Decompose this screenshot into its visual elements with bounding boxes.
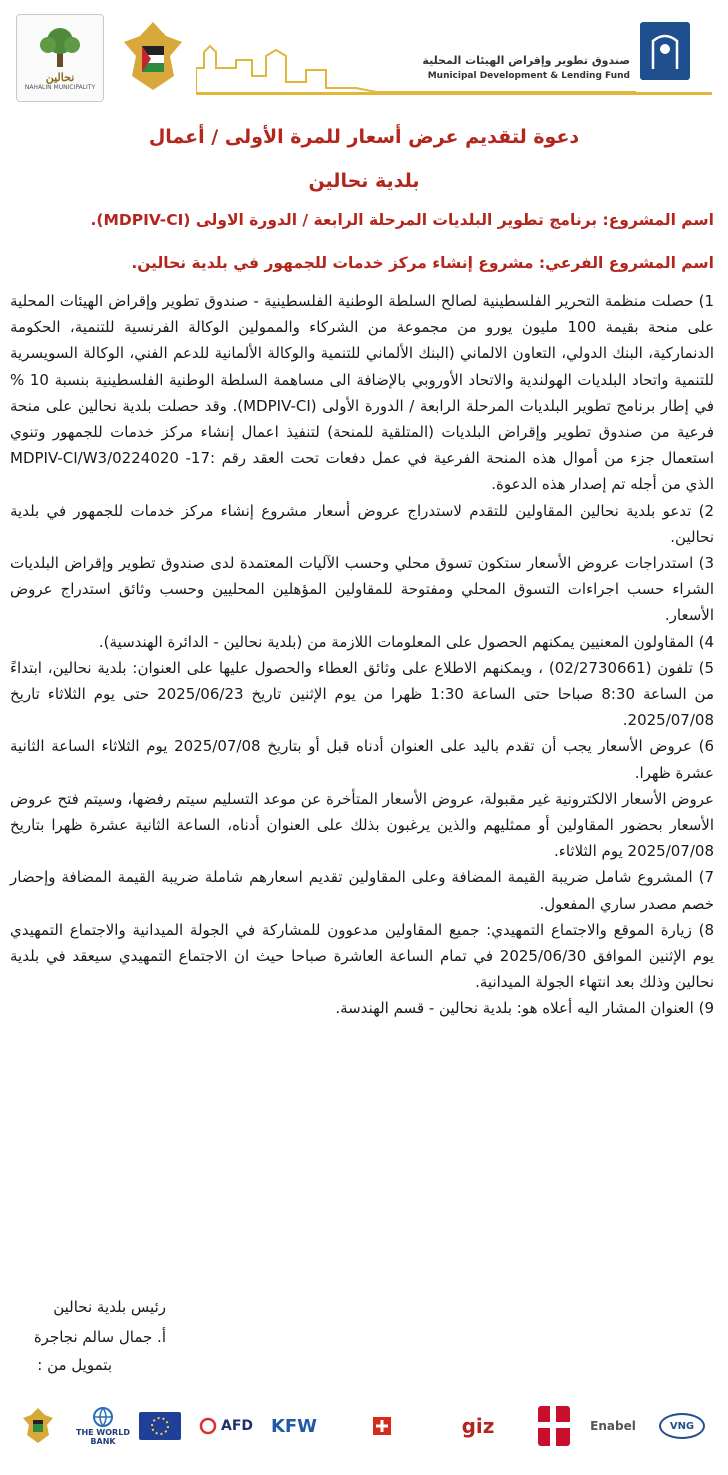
item-2: 2) تدعو بلدية نحالين المقاولين للتقدم لاستدراج عروض أسعار مشروع إنشاء مركز خدمات للجمهور في بلدية نحالين. [10,501,714,546]
funding-label: بتمويل من : [37,1356,112,1374]
signature-role: رئيس بلدية نحالين [53,1298,166,1316]
header [0,0,728,110]
palestine-emblem-small-logo [18,1404,58,1448]
eagle-emblem-icon [118,16,188,98]
item-8: 8) زيارة الموقع والاجتماع التمهيدي: جميع المقاولين مدعوون للمشاركة في الجولة الميدانية والاجتماع التمهيدي يوم الإثنين الموافق 2025/06/30 في تمام الساعة العاشرة صباحا حيث ان الاجتماع التمهيدي سيعقد في بلدية نحالين وذلك بعد انتهاء الجولة الميدانية. [10,920,715,992]
world-bank-label: THE WORLD BANK [76,1428,130,1446]
nahalin-municipality-logo [16,14,104,102]
donor-logos [14,1396,714,1458]
item-1: 1) حصلت منظمة التحرير الفلسطينية لصالح السلطة الوطنية الفلسطينية - صندوق تطوير وإقراض الهيئات المحلية على منحة بقيمة 100 مليون يورو من مجموعة من الشركاء والممولين الوكالة الفرنسية للتنمية، الحكومة الدنماركية، البنك الدولي، التعاون الالماني (البنك الألماني للتنمية والوكالة الألمانية للدعم الفني، الوكالة السويسرية للتنمية واتحاد البلديات الهولندية والاتحاد الأوروبي بالإضافة الى مساهمة السلطة الوطنية الفلسطينية بنسبة 10 % في إطار برنامج تطوير البلديات المرحلة الرابعة / الدورة الأولى (MDPIV-CI). وقد حصلت بلدية نحالين على منحة فرعية من صندوق تطوير وإقراض البلديات (المتلقية للمنحة) لتنفيذ اعمال إنشاء مركز خدمات للجمهور وتنوي استعمال جزء من أموال هذه المنحة الفرعية في عمل دفعات تحت العقد رقم :17- MDPIV-CI/W3/0224020 الذي من أجله تم إصدار هذه الدعوة. [10,292,714,494]
olive-tree-icon [30,25,90,69]
eu-flag-icon [139,1412,181,1440]
page-subtitle: بلدية نحالين [308,170,420,192]
logo-caption: نحالين [45,71,75,84]
palestine-emblem-logo [110,14,196,100]
mdlf-logo [640,22,690,80]
eagle-emblem-small-icon [21,1405,55,1447]
afd-ring-icon [199,1417,217,1435]
globe-icon [92,1406,114,1428]
project-name: اسم المشروع: برنامج تطوير البلديات المرحلة الرابعة / الدورة الاولى (MDPIV-CI). [90,211,714,229]
item-3: 3) استدراجات عروض الأسعار ستكون تسوق محلي وحسب الآليات المعتمدة لدى صندوق تطوير وإقراض البلديات الشراء حسب اجراءات التسوق المحلي ومفتوحة للمقاولين المؤهلين المحليين وحسب وثائق استدراج عروض الأسعار. [10,554,714,625]
afd-label: AFD [220,1418,254,1434]
item-7: 7) المشروع شامل ضريبة القيمة المضافة وعلى المقاولين تقديم اسعارهم شاملة ضريبة القيمة المضافة وإحضار خصم مصدر ساري المفعول. [10,868,714,913]
item-6-note: عروض الأسعار الالكترونية غير مقبولة، عروض الأسعار المتأخرة عن موعد التسليم سيتم رفضها، وسيتم فتح عروض الأسعار بحضور المقاولين أو ممثليهم والذين يرغبون بذلك على العنوان أدناه، الساعة الثانية عشرة ظهرا بتاريخ 2025/07/08 يوم الثلاثاء. [10,789,714,861]
giz-label: giz [461,1414,495,1438]
item-5: 5) تلفون (02/2730661) ، ويمكنهم الاطلاع على وثائق العطاء والحصول عليها على العنوان: بلدية نحالين، ابتداءً من الساعة 8:30 صباحا حتى الساعة 1:30 ظهرا من يوم الإثنين تاريخ 2025/06/23 حتى يوم الثلاثاء تاريخ 2025/07/08. [10,658,715,730]
afd-logo [194,1404,258,1448]
vng-label: VNG [659,1413,705,1439]
item-4: 4) المقاولون المعنيين يمكنهم الحصول على المعلومات اللازمة من (بلدية نحالين - الدائرة الهندسية). [98,632,714,651]
logo-subcaption: NAHALIN MUNICIPALITY [24,84,96,91]
enabel-label: Enabel [590,1419,636,1433]
item-6: 6) عروض الأسعار يجب أن تقدم باليد على العنوان أدناه قبل أو بتاريخ 2025/07/08 يوم الثلاثاء الساعة الثانية عشرة ظهرا. [10,737,714,782]
page-title: دعوة لتقديم عرض أسعار للمرة الأولى / أعمال [148,126,580,148]
kfw-logo [262,1404,326,1448]
giz-logo [430,1404,526,1448]
header-divider [196,92,712,95]
announcement-body [10,288,714,1022]
item-9: 9) العنوان المشار اليه أعلاه هو: بلدية نحالين - قسم الهندسة. [335,999,714,1018]
mdlf-name [422,54,630,81]
eu-logo [132,1404,188,1448]
enabel-logo [580,1404,646,1448]
denmark-crest-icon [536,1404,572,1448]
kfw-label: KFW [270,1415,318,1437]
swiss-cross-icon [373,1417,391,1435]
denmark-logo [534,1404,574,1448]
swiss-confederation-logo [336,1404,428,1448]
mdlf-name-ar: صندوق تطوير وإقراض الهيئات المحلية [422,54,630,67]
subproject-name: اسم المشروع الفرعي: مشروع إنشاء مركز خدمات للجمهور في بلدية نحالين. [131,254,714,272]
mdlf-name-en: Municipal Development & Lending Fund [427,71,630,81]
signature-name: أ. جمال سالم نجاجرة [33,1328,166,1346]
world-bank-logo [70,1404,136,1448]
vng-logo [654,1404,710,1448]
mdlf-mark-icon [647,29,683,73]
signature-block [6,1292,166,1352]
